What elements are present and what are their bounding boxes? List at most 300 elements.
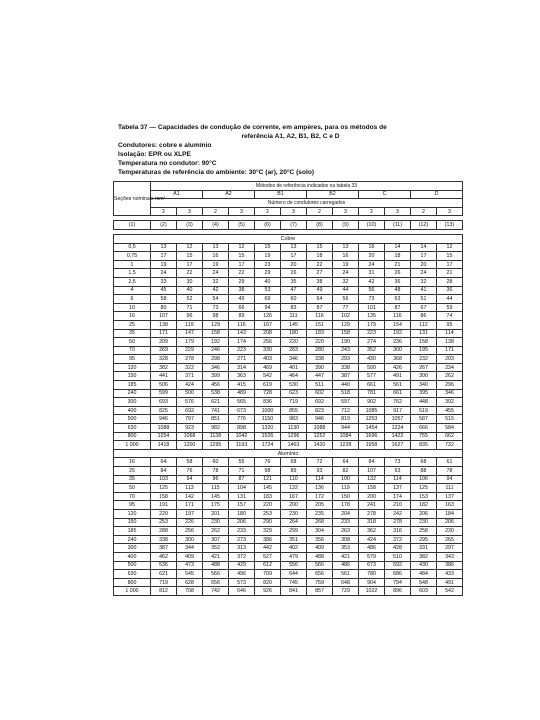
capacity-cell: 280 xyxy=(307,346,333,355)
capacity-cell: 190 xyxy=(333,338,359,347)
capacity-cell: 372 xyxy=(385,535,411,544)
table-row xyxy=(114,587,463,596)
capacity-cell: 24 xyxy=(151,269,177,278)
capacity-cell: 1320 xyxy=(255,424,281,433)
capacity-cell: 382 xyxy=(151,363,177,372)
capacity-cell: 719 xyxy=(281,398,307,407)
capacity-cell: 107 xyxy=(151,312,177,321)
capacity-cell: 230 xyxy=(281,509,307,518)
capacity-cell: 180 xyxy=(229,509,255,518)
capacity-cell: 158 xyxy=(151,492,177,501)
capacity-cell: 693 xyxy=(151,398,177,407)
method-b2: B2 xyxy=(307,190,359,199)
capacity-cell: 1418 xyxy=(151,441,177,450)
method-a2: A2 xyxy=(203,190,255,199)
capacity-cell: 489 xyxy=(229,389,255,398)
capacity-cell: 195 xyxy=(411,346,437,355)
capacity-cell: 113 xyxy=(177,484,203,493)
capacity-cell: 331 xyxy=(411,544,437,553)
capacity-cell: 145 xyxy=(281,320,307,329)
section-size-cell: 800 xyxy=(114,578,151,587)
capacity-cell: 17 xyxy=(177,260,203,269)
capacity-cell: 15 xyxy=(255,243,281,252)
capacity-cell: 486 xyxy=(359,544,385,553)
capacity-cell: 13 xyxy=(281,243,307,252)
section-size-cell: 6 xyxy=(114,295,151,304)
capacity-cell: 267 xyxy=(411,363,437,372)
column-number-cell: (7) xyxy=(281,221,307,230)
capacity-cell: 84 xyxy=(359,458,385,467)
capacity-cell: 116 xyxy=(385,312,411,321)
capacity-cell: 19 xyxy=(151,260,177,269)
capacity-cell: 106 xyxy=(411,475,437,484)
method-a1: A1 xyxy=(151,190,203,199)
table-row xyxy=(114,552,463,561)
table-row xyxy=(114,277,463,286)
section-size-cell: 1 000 xyxy=(114,587,151,596)
capacity-cell: 776 xyxy=(229,415,255,424)
capacity-cell: 49 xyxy=(229,295,255,304)
temperature-note: Temperatura no condutor: 90°C xyxy=(118,160,217,167)
capacity-cell: 338 xyxy=(333,363,359,372)
loaded-count-cell: 3 xyxy=(177,207,203,216)
capacity-cell: 78 xyxy=(437,467,463,476)
capacity-cell: 313 xyxy=(229,544,255,553)
capacity-cell: 415 xyxy=(229,381,255,390)
capacity-cell: 135 xyxy=(359,312,385,321)
section-size-cell: 120 xyxy=(114,363,151,372)
capacity-cell: 851 xyxy=(203,415,229,424)
header-row-loaded-counts xyxy=(114,207,463,216)
capacity-cell: 93 xyxy=(307,467,333,476)
capacity-cell: 15 xyxy=(229,252,255,261)
capacity-cell: 77 xyxy=(333,303,359,312)
capacity-cell: 143 xyxy=(229,329,255,338)
capacity-cell: 486 xyxy=(333,561,359,570)
capacity-cell: 729 xyxy=(333,587,359,596)
capacity-cell: 797 xyxy=(177,415,203,424)
capacity-cell: 1022 xyxy=(359,587,385,596)
section-size-cell: 630 xyxy=(114,424,151,433)
capacity-cell: 54 xyxy=(203,295,229,304)
capacity-cell: 441 xyxy=(151,372,177,381)
capacity-cell: 121 xyxy=(255,475,281,484)
capacity-cell: 338 xyxy=(307,355,333,364)
capacity-cell: 172 xyxy=(307,492,333,501)
capacity-cell: 73 xyxy=(203,303,229,312)
capacity-cell: 708 xyxy=(177,587,203,596)
capacity-cell: 32 xyxy=(411,277,437,286)
capacity-cell: 556 xyxy=(281,561,307,570)
section-row-copper xyxy=(114,234,463,243)
capacity-cell: 1454 xyxy=(359,424,385,433)
capacity-cell: 179 xyxy=(359,320,385,329)
capacity-cell: 314 xyxy=(229,363,255,372)
capacity-cell: 352 xyxy=(359,346,385,355)
methods-caption: Métodos de referência indicados na tabela 33 xyxy=(151,182,463,191)
capacity-cell: 200 xyxy=(281,501,307,510)
capacity-cell: 17 xyxy=(281,252,307,261)
capacity-cell: 623 xyxy=(281,389,307,398)
capacity-cell: 1696 xyxy=(359,432,385,441)
capacity-cell: 656 xyxy=(203,578,229,587)
capacity-cell: 236 xyxy=(385,338,411,347)
column-number-cell: (10) xyxy=(359,221,385,230)
capacity-cell: 87 xyxy=(385,303,411,312)
table-row xyxy=(114,398,463,407)
capacity-cell: 511 xyxy=(307,381,333,390)
capacity-cell: 297 xyxy=(437,544,463,553)
table-row xyxy=(114,381,463,390)
capacity-cell: 278 xyxy=(385,518,411,527)
capacity-cell: 573 xyxy=(229,578,255,587)
capacity-cell: 686 xyxy=(385,570,411,579)
table-row xyxy=(114,260,463,269)
capacity-cell: 183 xyxy=(255,492,281,501)
table-row xyxy=(114,363,463,372)
capacity-cell: 78 xyxy=(203,467,229,476)
capacity-cell: 51 xyxy=(411,295,437,304)
capacity-cell: 15 xyxy=(177,252,203,261)
capacity-cell: 191 xyxy=(151,501,177,510)
section-size-cell: 800 xyxy=(114,432,151,441)
capacity-cell: 147 xyxy=(177,329,203,338)
table-row xyxy=(114,346,463,355)
capacity-cell: 241 xyxy=(359,501,385,510)
capacity-cell: 174 xyxy=(385,492,411,501)
capacity-cell: 538 xyxy=(203,389,229,398)
header-row-loaded-caption xyxy=(114,199,463,208)
section-size-cell: 185 xyxy=(114,381,151,390)
table-row xyxy=(114,527,463,536)
table-row xyxy=(114,544,463,553)
section-size-cell: 2,5 xyxy=(114,277,151,286)
table-row xyxy=(114,269,463,278)
column-number-cell: (4) xyxy=(203,221,229,230)
capacity-cell: 456 xyxy=(203,381,229,390)
capacity-cell: 26 xyxy=(385,269,411,278)
capacity-cell: 119 xyxy=(177,320,203,329)
capacity-cell: 430 xyxy=(411,561,437,570)
capacity-cell: 273 xyxy=(229,535,255,544)
section-size-cell: 630 xyxy=(114,570,151,579)
table-row xyxy=(114,467,463,476)
capacity-cell: 232 xyxy=(411,355,437,364)
capacity-cell: 271 xyxy=(229,355,255,364)
capacity-cell: 371 xyxy=(177,372,203,381)
capacity-cell: 857 xyxy=(307,587,333,596)
section-size-cell: 500 xyxy=(114,415,151,424)
capacity-cell: 728 xyxy=(255,389,281,398)
capacity-cell: 204 xyxy=(333,509,359,518)
capacity-cell: 16 xyxy=(359,243,385,252)
section-size-cell: 4 xyxy=(114,286,151,295)
table-row xyxy=(114,312,463,321)
capacity-cell: 95 xyxy=(437,320,463,329)
capacity-cell: 1130 xyxy=(281,424,307,433)
capacity-cell: 1254 xyxy=(151,432,177,441)
capacity-cell: 274 xyxy=(359,338,385,347)
capacity-cell: 119 xyxy=(333,484,359,493)
loaded-count-cell: 2 xyxy=(411,207,437,216)
capacity-cell: 180 xyxy=(281,329,307,338)
table-row xyxy=(114,389,463,398)
capacity-cell: 440 xyxy=(333,381,359,390)
capacity-cell: 902 xyxy=(359,398,385,407)
header-row-methods xyxy=(114,190,463,199)
capacity-cell: 35 xyxy=(281,277,307,286)
capacity-cell: 855 xyxy=(281,406,307,415)
capacity-cell: 491 xyxy=(437,578,463,587)
capacity-cell: 1084 xyxy=(333,432,359,441)
capacity-cell: 136 xyxy=(307,484,333,493)
capacity-cell: 1068 xyxy=(177,432,203,441)
loaded-count-cell: 2 xyxy=(203,207,229,216)
capacity-cell: 41 xyxy=(411,286,437,295)
capacity-cell: 742 xyxy=(203,587,229,596)
capacity-cell: 171 xyxy=(151,329,177,338)
capacity-cell: 56 xyxy=(359,286,385,295)
capacity-cell: 262 xyxy=(437,372,463,381)
capacity-cell: 44 xyxy=(437,295,463,304)
capacity-cell: 592 xyxy=(385,561,411,570)
capacity-cell: 253 xyxy=(151,518,177,527)
capacity-cell: 80 xyxy=(151,303,177,312)
capacity-cell: 138 xyxy=(437,338,463,347)
method-b1: B1 xyxy=(255,190,307,199)
capacity-cell: 110 xyxy=(281,475,307,484)
capacity-cell: 87 xyxy=(307,303,333,312)
capacity-cell: 52 xyxy=(177,295,203,304)
section-size-cell: 25 xyxy=(114,467,151,476)
capacity-cell: 692 xyxy=(307,398,333,407)
capacity-cell: 946 xyxy=(307,415,333,424)
capacity-cell: 1295 xyxy=(203,441,229,450)
capacity-cell: 794 xyxy=(385,578,411,587)
capacity-cell: 527 xyxy=(255,552,281,561)
capacity-cell: 1958 xyxy=(359,441,385,450)
capacity-cell: 330 xyxy=(255,346,281,355)
capacity-cell: 825 xyxy=(151,406,177,415)
capacity-cell: 87 xyxy=(229,475,255,484)
section-size-cell: 400 xyxy=(114,552,151,561)
table-row xyxy=(114,320,463,329)
column-number-cell: (11) xyxy=(385,221,411,230)
capacity-cell: 812 xyxy=(151,587,177,596)
capacity-cell: 32 xyxy=(333,277,359,286)
capacity-cell: 265 xyxy=(437,535,463,544)
table-title-line1: Tabela 37 — Capacidades de condução de corrente, em ampères, para os métodos de xyxy=(118,124,387,131)
capacity-cell: 98 xyxy=(203,312,229,321)
capacity-cell: 316 xyxy=(385,527,411,536)
capacity-cell: 210 xyxy=(385,501,411,510)
capacity-cell: 318 xyxy=(359,518,385,527)
capacity-cell: 100 xyxy=(333,475,359,484)
insulation-note: Isolação: EPR ou XLPE xyxy=(118,151,191,158)
capacity-cell: 131 xyxy=(229,492,255,501)
capacity-cell: 1200 xyxy=(177,441,203,450)
capacity-cell: 197 xyxy=(177,509,203,518)
capacity-cell: 661 xyxy=(359,381,385,390)
capacity-cell: 344 xyxy=(177,544,203,553)
capacity-cell: 343 xyxy=(437,552,463,561)
capacity-cell: 577 xyxy=(359,372,385,381)
capacity-cell: 666 xyxy=(411,424,437,433)
capacity-cell: 304 xyxy=(307,527,333,536)
section-size-cell: 300 xyxy=(114,398,151,407)
capacity-cell: 12 xyxy=(229,243,255,252)
capacity-cell: 82 xyxy=(333,467,359,476)
capacity-cell: 115 xyxy=(203,484,229,493)
capacity-cell: 206 xyxy=(411,509,437,518)
capacity-cell: 288 xyxy=(151,527,177,536)
capacity-cell: 201 xyxy=(203,509,229,518)
section-size-cell: 185 xyxy=(114,527,151,536)
section-size-cell: 35 xyxy=(114,329,151,338)
capacity-cell: 269 xyxy=(151,346,177,355)
capacity-cell: 36 xyxy=(437,286,463,295)
capacity-cell: 220 xyxy=(307,338,333,347)
capacity-cell: 536 xyxy=(151,561,177,570)
capacity-cell: 138 xyxy=(151,320,177,329)
capacity-cell: 745 xyxy=(281,578,307,587)
capacity-cell: 403 xyxy=(255,355,281,364)
capacity-cell: 530 xyxy=(281,381,307,390)
table-row xyxy=(114,458,463,467)
capacity-cell: 982 xyxy=(203,424,229,433)
capacity-cell: 340 xyxy=(411,381,437,390)
capacity-cell: 30 xyxy=(177,277,203,286)
capacity-cell: 1042 xyxy=(229,432,255,441)
capacity-cell: 278 xyxy=(359,509,385,518)
capacity-cell: 230 xyxy=(411,518,437,527)
capacity-cell: 229 xyxy=(177,346,203,355)
capacity-cell: 13 xyxy=(151,243,177,252)
capacity-cell: 545 xyxy=(177,570,203,579)
capacity-cell: 430 xyxy=(359,355,385,364)
capacity-cell: 230 xyxy=(437,527,463,536)
capacity-cell: 429 xyxy=(229,561,255,570)
capacity-cell: 329 xyxy=(255,527,281,536)
table-row xyxy=(114,509,463,518)
capacity-cell: 362 xyxy=(359,527,385,536)
capacity-cell: 1724 xyxy=(255,441,281,450)
capacity-cell: 242 xyxy=(385,509,411,518)
capacity-cell: 473 xyxy=(177,561,203,570)
capacity-cell: 206 xyxy=(229,518,255,527)
capacity-cell: 300 xyxy=(177,535,203,544)
capacity-cell: 47 xyxy=(281,286,307,295)
capacity-cell: 58 xyxy=(177,458,203,467)
section-size-cell: 150 xyxy=(114,372,151,381)
section-size-cell: 150 xyxy=(114,518,151,527)
capacity-cell: 32 xyxy=(203,277,229,286)
capacity-cell: 356 xyxy=(307,535,333,544)
capacity-cell: 1150 xyxy=(255,415,281,424)
capacity-cell: 469 xyxy=(255,363,281,372)
method-c: C xyxy=(359,190,411,199)
capacity-cell: 762 xyxy=(385,398,411,407)
capacity-cell: 584 xyxy=(437,424,463,433)
capacity-cell: 780 xyxy=(359,570,385,579)
capacity-cell: 142 xyxy=(177,492,203,501)
table-row xyxy=(114,484,463,493)
capacity-cell: 283 xyxy=(281,346,307,355)
capacity-cell: 16 xyxy=(333,252,359,261)
current-capacity-table xyxy=(113,181,463,596)
section-size-cell: 300 xyxy=(114,544,151,553)
capacity-cell: 363 xyxy=(229,372,255,381)
capacity-cell: 230 xyxy=(203,518,229,527)
capacity-cell: 820 xyxy=(255,578,281,587)
capacity-cell: 1627 xyxy=(385,441,411,450)
capacity-cell: 1526 xyxy=(255,432,281,441)
capacity-cell: 12 xyxy=(177,243,203,252)
capacity-cell: 917 xyxy=(385,406,411,415)
capacity-cell: 114 xyxy=(307,475,333,484)
capacity-cell: 579 xyxy=(359,552,385,561)
capacity-cell: 183 xyxy=(307,329,333,338)
capacity-cell: 1224 xyxy=(385,424,411,433)
capacity-cell: 131 xyxy=(411,329,437,338)
table-row xyxy=(114,415,463,424)
method-d: D xyxy=(411,190,463,199)
capacity-cell: 619 xyxy=(255,381,281,390)
capacity-cell: 68 xyxy=(411,458,437,467)
capacity-cell: 1422 xyxy=(385,432,411,441)
capacity-cell: 83 xyxy=(281,303,307,312)
capacity-cell: 409 xyxy=(307,544,333,553)
capacity-cell: 719 xyxy=(151,578,177,587)
capacity-cell: 298 xyxy=(203,355,229,364)
capacity-cell: 114 xyxy=(385,475,411,484)
capacity-cell: 661 xyxy=(385,389,411,398)
capacity-cell: 565 xyxy=(229,398,255,407)
capacity-cell: 648 xyxy=(333,578,359,587)
capacity-cell: 464 xyxy=(281,372,307,381)
capacity-cell: 561 xyxy=(385,381,411,390)
capacity-cell: 447 xyxy=(307,372,333,381)
section-size-cell: 50 xyxy=(114,338,151,347)
capacity-cell: 386 xyxy=(437,561,463,570)
capacity-cell: 17 xyxy=(151,252,177,261)
capacity-cell: 612 xyxy=(255,561,281,570)
capacity-cell: 755 xyxy=(411,432,437,441)
capacity-cell: 823 xyxy=(307,406,333,415)
capacity-cell: 819 xyxy=(333,415,359,424)
capacity-cell: 1085 xyxy=(359,406,385,415)
capacity-cell: 256 xyxy=(255,338,281,347)
capacity-cell: 491 xyxy=(385,372,411,381)
capacity-cell: 15 xyxy=(307,243,333,252)
capacity-cell: 500 xyxy=(177,389,203,398)
loaded-count-cell: 3 xyxy=(281,207,307,216)
capacity-cell: 944 xyxy=(333,424,359,433)
capacity-cell: 21 xyxy=(385,260,411,269)
capacity-cell: 209 xyxy=(151,338,177,347)
capacity-cell: 84 xyxy=(151,467,177,476)
capacity-cell: 19 xyxy=(333,260,359,269)
capacity-cell: 208 xyxy=(255,329,281,338)
capacity-cell: 22 xyxy=(229,269,255,278)
capacity-cell: 20 xyxy=(281,260,307,269)
capacity-cell: 153 xyxy=(411,492,437,501)
table-row xyxy=(114,561,463,570)
capacity-cell: 566 xyxy=(307,561,333,570)
capacity-cell: 262 xyxy=(203,527,229,536)
capacity-cell: 1000 xyxy=(255,406,281,415)
capacity-cell: 488 xyxy=(307,552,333,561)
